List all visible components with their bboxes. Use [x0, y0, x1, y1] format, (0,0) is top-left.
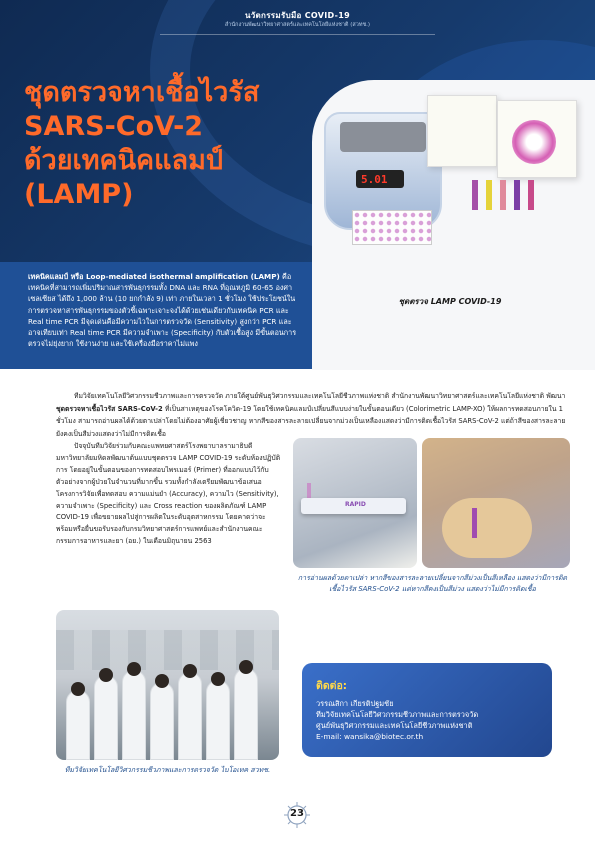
- page-number: 23: [290, 808, 304, 819]
- kit-box: [427, 95, 497, 167]
- intro-text: คือ เทคนิคที่สามารถเพิ่มปริมาณสารพันธุกรรมทั้ง DNA และ RNA ที่อุณหภูมิ 60-65 องศาเซลเซียส ได้ถึง 1,000 ล้าน (10 ยกกำลัง 9) เท่า ภายในเวลา 1 ชั่วโมง ใช้ประโยชน์ในการตรวจหาสารพันธุกรรมของตัวชี้เฉพาะเจาะจงได้ด้วยเช่นเดียวกับเทคนิค PCR และ Real time PCR มีจุดเด่นคือมีความไวในการตรวจวัด (Sensitivity) สูงกว่า PCR และอาจเทียบเท่า Real time PCR มีความจำเพาะ (Specificity) กับตัวเชื้อสูง มีขั้นตอนการตรวจไม่ยุ่งยาก ใช้งานง่าย และใช้เครื่องมือราคาไม่แพง: [28, 272, 297, 349]
- team-member-head: [127, 662, 141, 676]
- paragraph: [56, 390, 566, 440]
- title-line: ชุดตรวจหาเชื้อไวรัส: [24, 77, 260, 108]
- team-caption: ทีมวิจัยเทคโนโลยีวิศวกรรมชีวภาพและการตรวจวัด ไบโอเทค สวทช.: [64, 766, 271, 774]
- title-line: (LAMP): [24, 179, 134, 210]
- header-divider: [160, 34, 435, 35]
- team-member-head: [155, 674, 169, 688]
- intro-box: [0, 262, 312, 369]
- team-member-head: [71, 682, 85, 696]
- contact-center: ศูนย์พันธุวิศวกรรมและเทคโนโลยีชีวภาพแห่งชาติ: [316, 721, 473, 730]
- paragraph-text: ที่เป็นสาเหตุของโรคโควิด-19 โดยใช้เทคนิคแลมป์เปลี่ยนสีแบบง่ายในขั้นตอนเดียว (Colorimetric LAMP-XO) ให้ผลการทดสอบภายใน 1 ชั่วโมง สามารถอ่านผลได้ด้วยตาเปล่าโดยไม่ต้องอาศัยผู้เชี่ยวชาญ หากสีของสารละลายเปลี่ยนจากม่วงเป็นเหลืองแสดงว่ามีการติดเชื้อไวรัส SARS-CoV-2 แต่ถ้าสีของสารละลายยังคงเป็นสีม่วงแสดงว่าไม่มีการติดเชื้อ: [56, 404, 566, 438]
- contact-box: [302, 663, 552, 757]
- contact-label: ติดต่อ:: [316, 680, 347, 692]
- body-text: [56, 390, 566, 440]
- intro-lead: เทคนิคแลมป์ หรือ Loop-mediated isothermal amplification (LAMP): [28, 272, 280, 281]
- team-member: [178, 672, 202, 760]
- contact-email[interactable]: E-mail: wansika@biotec.or.th: [316, 732, 424, 741]
- pipetting-photo: [422, 438, 570, 568]
- team-member-head: [211, 672, 225, 686]
- device-display: 5.01: [361, 173, 388, 186]
- intro-paragraph: [28, 271, 298, 349]
- contact-name: วรรณสิกา เกียรติปฐมชัย: [316, 699, 394, 708]
- team-member: [150, 682, 174, 760]
- tube-rack: [352, 210, 432, 245]
- reagent-tubes: [472, 180, 552, 210]
- team-member: [122, 670, 146, 760]
- lamp-kit-photo: [312, 80, 595, 370]
- photo-caption: การอ่านผลด้วยตาเปล่า หากสีของสารละลายเปลี่ยนจากสีม่วงเป็นสีเหลือง แสดงว่ามีการติดเชื้อไวรัส SARS-CoV-2 แต่หากสีคงเป็นสีม่วง แสดงว่าไม่มีการติดเชื้อ: [297, 574, 568, 593]
- sample-tubes: [472, 508, 532, 538]
- rack-label: RAPID: [345, 501, 366, 508]
- team-member: [234, 668, 258, 760]
- team-member-head: [99, 668, 113, 682]
- kit-logo: [512, 120, 556, 164]
- title-line: SARS-CoV-2: [24, 111, 204, 142]
- team-member: [206, 680, 230, 760]
- team-member-head: [183, 664, 197, 678]
- publisher-name: สำนักงานพัฒนาวิทยาศาสตร์และเทคโนโลยีแห่งชาติ (สวทช.): [224, 22, 371, 28]
- team-member: [66, 690, 90, 760]
- paragraph-text: ทีมวิจัยเทคโนโลยีวิศวกรรมชีวภาพและการตรวจวัด ภายใต้ศูนย์พันธุวิศวกรรมและเทคโนโลยีชีวภาพแห่งชาติ สำนักงานพัฒนาวิทยาศาสตร์และเทคโนโลยีแห่งชาติ พัฒนา: [74, 392, 566, 400]
- paragraph-bold: ชุดตรวจหาเชื้อไวรัส SARS-CoV-2: [56, 404, 163, 413]
- hero-caption: ชุดตรวจ LAMP COVID-19: [398, 297, 502, 306]
- research-team-photo: [56, 610, 279, 760]
- column-text: [56, 441, 282, 548]
- contact-team: ทีมวิจัยเทคโนโลยีวิศวกรรมชีวภาพและการตรวจวัด: [316, 710, 479, 719]
- result-tubes-photo: [293, 438, 417, 568]
- device-lid: [340, 122, 426, 152]
- paragraph: ปัจจุบันทีมวิจัยร่วมกับคณะแพทยศาสตร์โรงพยาบาลรามาธิบดีมหาวิทยาลัยมหิดลพัฒนาต้นแบบชุดตรวจ LAMP COVID-19 ระดับห้องปฏิบัติการ โดยอยู่ในขั้นตอนของการทดสอบไพรเมอร์ (Primer) ที่ออกแบบไว้กับตัวอย่างจากผู้ป่วยในจำนวนที่มากขึ้น รวมทั้งกำลังเตรียมพัฒนาข้อเสนอโครงการวิจัยเพื่อทดสอบ ความแม่นยำ (Accuracy), ความไว (Sensitivity), ความจำเพาะ (Specificity) และ Cross reaction ของผลิตภัณฑ์ LAMP COVID-19 เพื่อขยายผลไปสู่การผลิตในระดับอุตสาหกรรม โดยคาดว่าจะพร้อมหรือยื่นขอรับรองกับกรมวิทยาศาสตร์การแพทย์และสำนักงานคณะกรรมการอาหารและยา (อย.) ในเดือนมิถุนายน 2563: [56, 442, 281, 546]
- team-member: [94, 675, 118, 760]
- article-title: [24, 76, 294, 212]
- title-line: ด้วยเทคนิคแลมป์: [24, 145, 224, 176]
- team-member-head: [239, 660, 253, 674]
- magazine-section-title: นวัตกรรมรับมือ COVID-19: [245, 11, 350, 20]
